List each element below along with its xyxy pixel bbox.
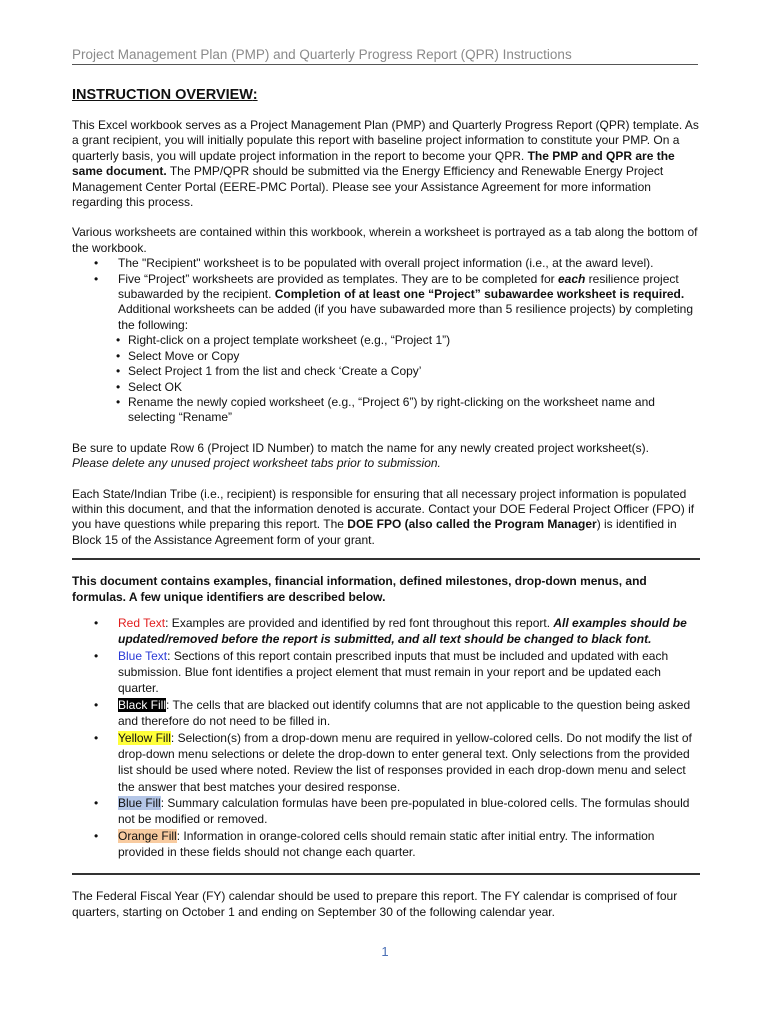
orange-fill-label: Orange Fill bbox=[118, 829, 177, 844]
list-item-yellow-fill bbox=[72, 730, 700, 795]
text-run: This Excel workbook serves as a Project Management Plan (PMP) and Quarterly Progress Report (QPR) template. As a grant recipient, you will initially populate this report with baseline project information to constitute your PMP. On a quarterly basis, you will update project information in the report to become your QPR. bbox=[72, 118, 699, 163]
yellow-fill-label: Yellow Fill bbox=[118, 730, 171, 745]
text-run: : The cells that are blacked out identify columns that are not applicable to the question being asked and therefore do not need to be filled in. bbox=[118, 697, 691, 729]
red-text-label: Red Text bbox=[118, 615, 166, 630]
fiscal-year-paragraph: The Federal Fiscal Year (FY) calendar should be used to prepare this report. The FY calendar is comprised of four quarters, starting on October 1 and ending on September 30 of the following calendar year. bbox=[72, 888, 678, 919]
bold-run: The PMP and QPR are the same document. bbox=[72, 148, 675, 179]
text-run: : Selection(s) from a drop-down menu are required in yellow-colored cells. Do not modify the list of drop-down menu selections or delete the drop-down to enter general text. Only selections from the provided list should be used where noted. Review the list of responses provided in each drop-down menu and select the answer that best matches your desired response. bbox=[118, 730, 692, 794]
divider bbox=[72, 558, 700, 560]
identifiers-intro: This document contains examples, financial information, defined milestones, drop-down menus, and formulas. A few unique identifiers are described below. bbox=[72, 574, 647, 604]
list-item: • Select Project 1 from the list and check ‘Create a Copy’ bbox=[72, 364, 700, 379]
list-item-blue-fill bbox=[72, 795, 700, 827]
overview-paragraph-1 bbox=[72, 118, 700, 210]
bold-run: DOE FPO (also called the Program Manager bbox=[347, 517, 597, 532]
text-run: : Sections of this report contain prescribed inputs that must be included and updated with each submission. Blue font identifies a project element that must remain in your report and be updated each quarter. bbox=[118, 648, 669, 696]
text-run: : Examples are provided and identified by red font throughout this report. bbox=[165, 615, 554, 630]
list-item-black-fill bbox=[72, 697, 700, 729]
heading-colon: : bbox=[252, 87, 258, 103]
copy-steps-list bbox=[72, 333, 700, 425]
document-body bbox=[72, 86, 700, 920]
text-run: ) is identified in Block 15 of the Assistance Agreement form of your grant. bbox=[72, 517, 677, 547]
list-item: • Select Move or Copy bbox=[72, 349, 700, 364]
bold-italic-run: each bbox=[557, 271, 586, 286]
text-run: : Summary calculation formulas have been pre-populated in blue-colored cells. The formulas should not be modified or removed. bbox=[118, 796, 690, 827]
text-run: The PMP/QPR should be submitted via the Energy Efficiency and Renewable Energy Project Management Center Portal (EERE-PMC Portal). Please see your Assistance Agreement for more information regarding this process. bbox=[72, 164, 664, 210]
text-run: Five “Project” worksheets are provided as templates. They are to be completed for bbox=[118, 271, 558, 286]
list-item-blue-text bbox=[72, 648, 700, 697]
list-item: • Right-click on a project template worksheet (e.g., “Project 1”) bbox=[72, 333, 700, 348]
blue-text-label: Blue Text bbox=[118, 648, 168, 663]
list-item: • Rename the newly copied worksheet (e.g., “Project 6”) by right-clicking on the worksheet name and selecting “Rename” bbox=[72, 395, 700, 426]
list-item: • Select OK bbox=[72, 380, 700, 395]
section-heading bbox=[72, 86, 700, 104]
list-item bbox=[72, 272, 700, 426]
worksheet-list bbox=[72, 256, 700, 425]
overview-paragraph-3 bbox=[72, 441, 700, 472]
black-fill-label: Black Fill bbox=[118, 697, 167, 712]
page-number: 1 bbox=[381, 944, 389, 959]
page-header: Project Management Plan (PMP) and Quarterly Progress Report (QPR) Instructions bbox=[72, 47, 698, 65]
overview-paragraph-4 bbox=[72, 487, 700, 549]
text-run: Each State/Indian Tribe (i.e., recipient) is responsible for ensuring that all necessary project information is populated within this document, and that the information denoted is accurate. Contact your DOE Federal Project Officer (FPO) if you have questions while preparing this report. The bbox=[72, 486, 695, 532]
text-run: Additional worksheets can be added (if you have subawarded more than 5 resilience projects) by completing the following: bbox=[118, 302, 693, 332]
italic-run: Please delete any unused project worksheet tabs prior to submission. bbox=[72, 456, 441, 471]
blue-fill-label: Blue Fill bbox=[118, 796, 161, 811]
identifier-list bbox=[72, 615, 700, 861]
text-run: Be sure to update Row 6 (Project ID Number) to match the name for any newly created project worksheet(s). bbox=[72, 440, 649, 455]
list-item-red-text bbox=[72, 615, 700, 647]
overview-paragraph-2: Various worksheets are contained within this workbook, wherein a worksheet is portrayed as a tab along the bottom of the workbook. bbox=[72, 225, 698, 255]
divider bbox=[72, 873, 700, 875]
bold-italic-run: All examples should be updated/removed before the report is submitted, and all text should be changed to black font. bbox=[118, 615, 687, 647]
text-run: : Information in orange-colored cells should remain static after initial entry. The information provided in these fields should not change each quarter. bbox=[118, 829, 655, 860]
list-item: • The "Recipient" worksheet is to be populated with overall project information (i.e., at the award level). bbox=[72, 256, 700, 271]
bold-run: Completion of at least one “Project” subawardee worksheet is required. bbox=[274, 287, 685, 302]
heading-text: INSTRUCTION OVERVIEW bbox=[72, 87, 253, 103]
text-run: resilience project subawarded by the recipient. bbox=[118, 271, 679, 302]
list-item-orange-fill bbox=[72, 828, 700, 860]
